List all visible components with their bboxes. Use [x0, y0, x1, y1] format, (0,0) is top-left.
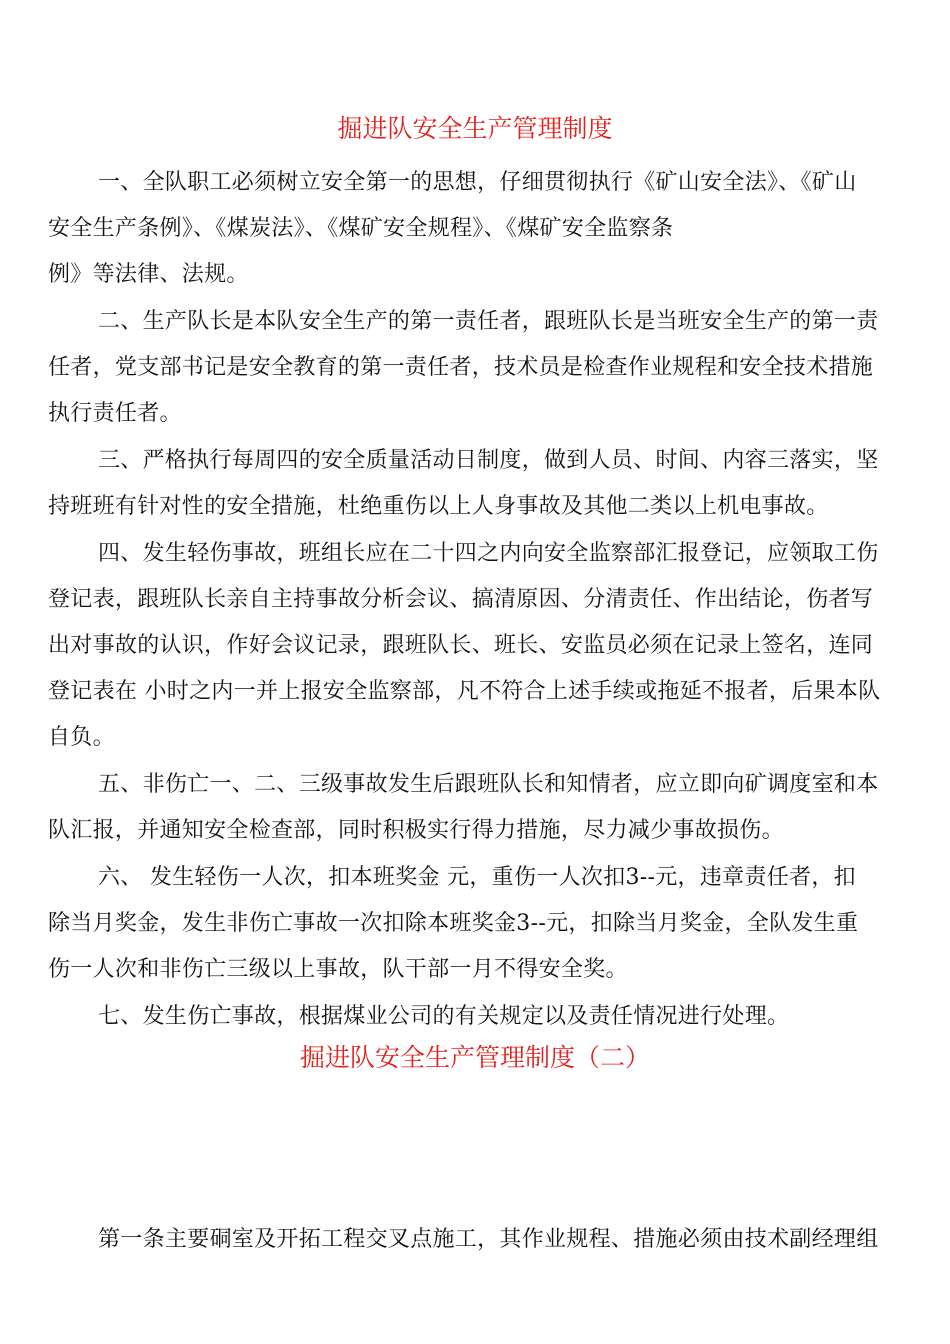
paragraph-6 — [48, 855, 903, 993]
paragraph-line: 二、生产队长是本队安全生产的第一责任者，跟班队长是当班安全生产的第一责 — [98, 309, 879, 334]
paragraph-line: 伤一人次和非伤亡三级以上事故，队干部一月不得安全奖。 — [48, 957, 628, 982]
paragraph-line: 除当月奖金，发生非伤亡事故一次扣除本班奖金3--元，扣除当月奖金，全队发生重 — [48, 911, 859, 936]
paragraph-1 — [48, 160, 903, 298]
paragraph-line: 安全生产条例》、《煤炭法》、《煤矿安全规程》、《煤矿安全监察条 — [48, 216, 674, 241]
paragraph-line: 队汇报，并通知安全检查部，同时积极实行得力措施，尽力减少事故损伤。 — [48, 818, 784, 843]
paragraph-line: 六、 发生轻伤一人次，扣本班奖金 元，重伤一人次扣3--元，违章责任者，扣 — [98, 865, 856, 890]
paragraph-line: 五、非伤亡一、二、三级事故发生后跟班队长和知情者，应立即向矿调度室和本 — [98, 772, 879, 797]
paragraph-3 — [48, 438, 903, 530]
paragraph-5 — [48, 762, 903, 854]
section-title: 掘进队安全生产管理制度（二） — [299, 1043, 650, 1072]
paragraph-line: 执行责任者。 — [48, 401, 182, 426]
paragraph-2 — [48, 299, 903, 437]
paragraph-line: 出对事故的认识，作好会议记录，跟班队长、班长、安监员必须在记录上签名，连同 — [48, 633, 874, 658]
paragraph-8 — [48, 1217, 903, 1263]
paragraph-line: 第一条主要硐室及开拓工程交叉点施工，其作业规程、措施必须由技术副经理组 — [98, 1227, 879, 1252]
paragraph-4 — [48, 531, 903, 761]
paragraph-line: 登记表，跟班队长亲自主持事故分析会议、搞清原因、分清责任、作出结论，伤者写 — [48, 587, 874, 612]
paragraph-line: 三、严格执行每周四的安全质量活动日制度，做到人员、时间、内容三落实，坚 — [98, 448, 879, 473]
paragraph-line: 七、发生伤亡事故，根据煤业公司的有关规定以及责任情况进行处理。 — [98, 1004, 790, 1029]
paragraph-line: 持班班有针对性的安全措施，杜绝重伤以上人身事故及其他二类以上机电事故。 — [48, 494, 829, 519]
paragraph-line: 登记表在 小时之内一并上报安全监察部，凡不符合上述手续或拖延不报者，后果本队 — [48, 679, 881, 704]
paragraph-line: 自负。 — [48, 725, 115, 750]
paragraph-line: 任者，党支部书记是安全教育的第一责任者，技术员是检查作业规程和安全技术措施 — [48, 355, 874, 380]
paragraph-line: 例》等法律、法规。 — [48, 262, 249, 287]
paragraph-7 — [48, 994, 903, 1040]
paragraph-line: 一、全队职工必须树立安全第一的思想，仔细贯彻执行《矿山安全法》、《矿山 — [98, 170, 857, 195]
paragraph-line: 四、发生轻伤事故，班组长应在二十四之内向安全监察部汇报登记，应领取工伤 — [98, 541, 879, 566]
document-title: 掘进队安全生产管理制度 — [337, 114, 613, 143]
